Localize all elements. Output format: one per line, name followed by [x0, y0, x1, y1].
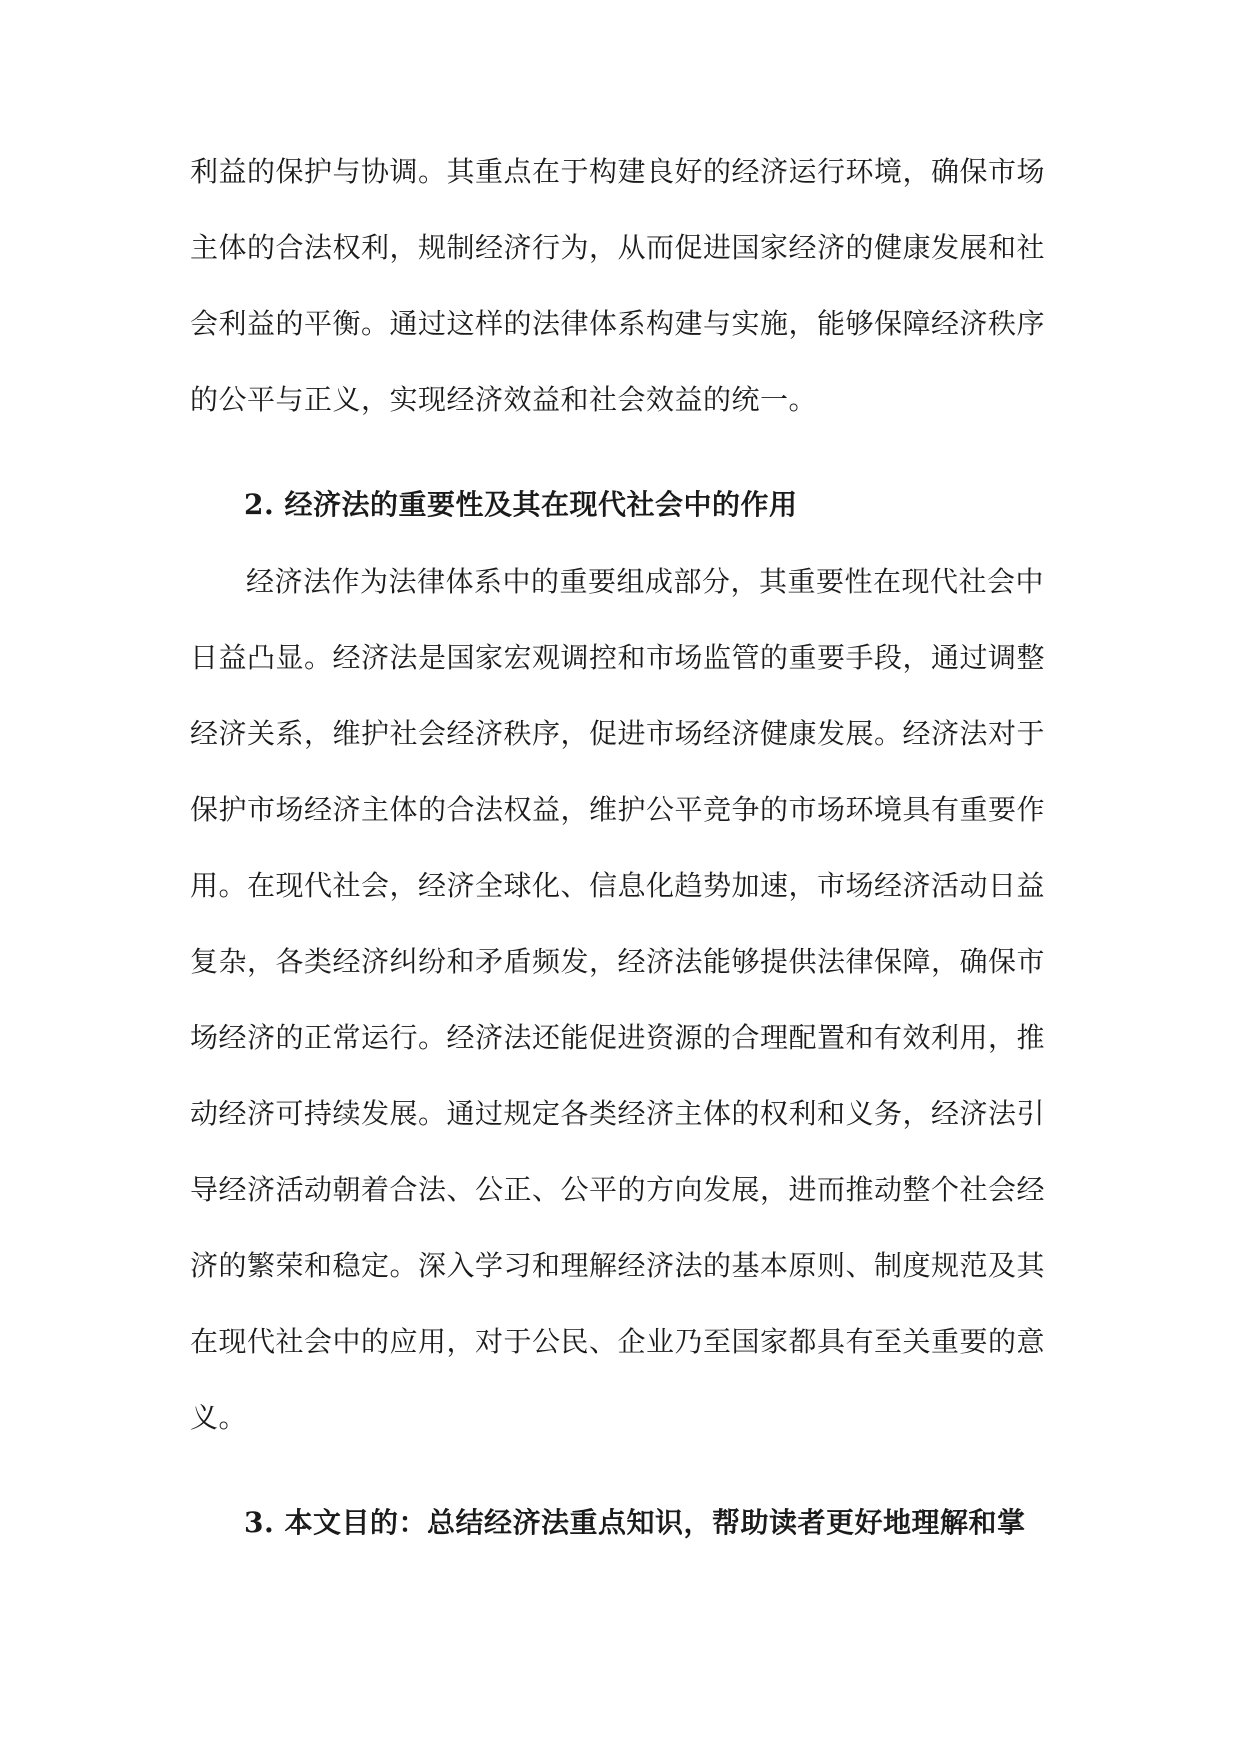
paragraph-2-line-11: 在现代社会中的应用，对于公民、企业乃至国家都具有至关重要的意: [190, 1325, 1046, 1358]
paragraph-2-line-9: 导经济活动朝着合法、公正、公平的方向发展，进而推动整个社会经: [190, 1173, 1046, 1206]
paragraph-2-line-4: 保护市场经济主体的合法权益，维护公平竞争的市场环境具有重要作: [190, 793, 1046, 826]
paragraph-2-line-12: 义。: [190, 1401, 248, 1434]
paragraph-2-line-10: 济的繁荣和稳定。深入学习和理解经济法的基本原则、制度规范及其: [190, 1249, 1046, 1282]
paragraph-2-line-8: 动经济可持续发展。通过规定各类经济主体的权利和义务，经济法引: [190, 1097, 1046, 1130]
paragraph-1-line-3: 会利益的平衡。通过这样的法律体系构建与实施，能够保障经济秩序: [190, 307, 1046, 340]
paragraph-2-line-6: 复杂，各类经济纠纷和矛盾频发，经济法能够提供法律保障，确保市: [190, 945, 1046, 978]
paragraph-2-line-7: 场经济的正常运行。经济法还能促进资源的合理配置和有效利用，推: [190, 1021, 1046, 1054]
paragraph-2-line-2: 日益凸显。经济法是国家宏观调控和市场监管的重要手段，通过调整: [190, 641, 1046, 674]
paragraph-2-line-3: 经济关系，维护社会经济秩序，促进市场经济健康发展。经济法对于: [190, 717, 1046, 750]
paragraph-2-line-1: 经济法作为法律体系中的重要组成部分，其重要性在现代社会中: [246, 565, 1045, 598]
paragraph-2-line-5: 用。在现代社会，经济全球化、信息化趋势加速，市场经济活动日益: [190, 869, 1046, 902]
paragraph-1-line-4: 的公平与正义，实现经济效益和社会效益的统一。: [190, 383, 818, 416]
section-heading-3: 3. 本文目的：总结经济法重点知识，帮助读者更好地理解和掌: [244, 1506, 1026, 1539]
paragraph-1-line-1: 利益的保护与协调。其重点在于构建良好的经济运行环境，确保市场: [190, 155, 1046, 188]
section-heading-2: 2. 经济法的重要性及其在现代社会中的作用: [244, 488, 798, 521]
paragraph-1-line-2: 主体的合法权利，规制经济行为，从而促进国家经济的健康发展和社: [190, 231, 1046, 264]
